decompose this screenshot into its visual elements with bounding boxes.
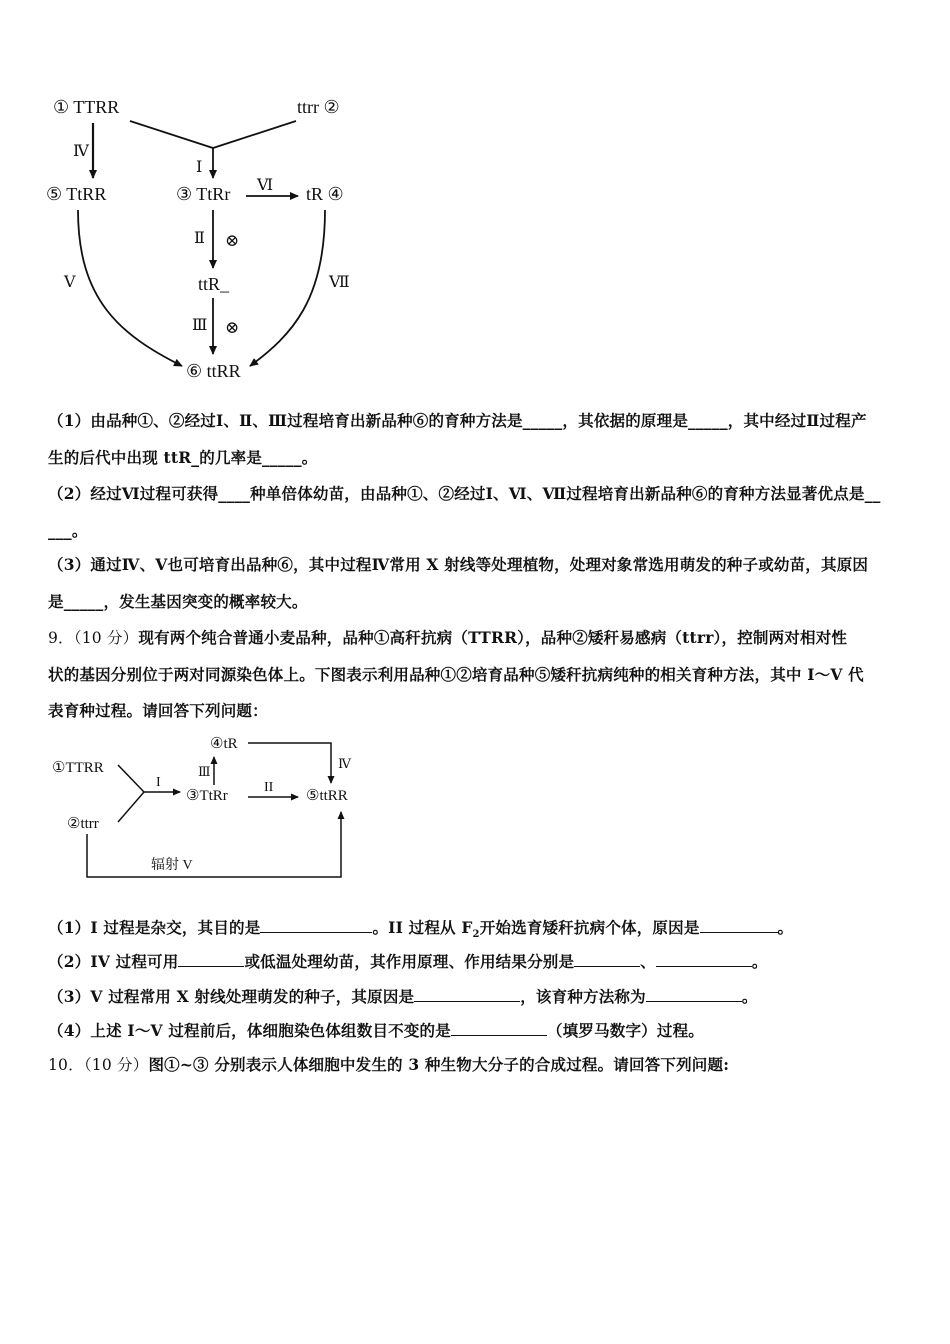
node-2: ttrr ② xyxy=(297,97,340,117)
node-1: ① TTRR xyxy=(53,97,120,117)
label-iv: Ⅳ xyxy=(338,756,351,771)
q9-sub-2-d: 。 xyxy=(751,952,768,971)
q9-sub-3 xyxy=(48,985,908,1007)
q10-line xyxy=(48,1053,908,1075)
q9-sub-2-c: 、 xyxy=(640,952,656,971)
q9-sub-4 xyxy=(48,1019,908,1041)
q9-sub-1-b: 。II 过程从 F xyxy=(372,918,473,937)
q8-line-3: （2）经过Ⅵ过程可获得____种单倍体幼苗，由品种①、②经过Ⅰ、Ⅵ、Ⅶ过程培育出新品种⑥的育种方法显著优点是__ xyxy=(48,484,881,503)
q8-line-4: ___。 xyxy=(48,521,88,540)
node-5: ⑤ttRR xyxy=(306,788,348,804)
node-3: ③ TtRr xyxy=(176,184,231,204)
label-v: 辐射 V xyxy=(151,858,193,873)
q9-sub-3-b: ，该育种方法称为 xyxy=(520,987,646,1006)
label-iii: Ⅲ xyxy=(192,317,208,334)
q8-line-6: 是_____，发生基因突变的概率较大。 xyxy=(48,592,308,611)
q9-sub-4-a: （4）上述 I～V 过程前后，体细胞染色体组数目不变的是 xyxy=(48,1021,451,1040)
label-i: Ⅰ xyxy=(196,159,203,176)
answer-blank[interactable] xyxy=(656,952,752,967)
q9-sub-2-a: （2）IV 过程可用 xyxy=(48,952,179,971)
q9-sub-3-a: （3）V 过程常用 X 射线处理萌发的种子，其原因是 xyxy=(48,987,415,1006)
q9-sub-1-c: 开始选育矮秆抗病个体，原因是 xyxy=(479,918,700,937)
q9-line-2: 状的基因分别位于两对同源染色体上。下图表示利用品种①②培育品种⑤矮秆抗病纯种的相关育种方法，其中 I～V 代 xyxy=(48,665,864,684)
q8-line-5: （3）通过Ⅳ、Ⅴ也可培育出品种⑥，其中过程Ⅳ常用 X 射线等处理植物，处理对象常选用萌发的种子或幼苗，其原因 xyxy=(48,555,869,574)
label-ii: II xyxy=(264,780,274,795)
node-2: ②ttrr xyxy=(67,816,99,832)
q8-line-1: （1）由品种①、②经过Ⅰ、Ⅱ、Ⅲ过程培育出新品种⑥的育种方法是_____，其依据的原理是_____，其中经过Ⅱ过程产 xyxy=(48,411,867,430)
label-iv: Ⅳ xyxy=(73,143,89,160)
selfing-icon: ⊗ xyxy=(225,318,240,337)
answer-blank[interactable] xyxy=(700,918,778,933)
q9-number: 9．（10 分） xyxy=(48,629,139,647)
arrow-v xyxy=(87,812,341,877)
arrow-iv xyxy=(248,743,331,783)
label-vi: Ⅵ xyxy=(257,177,274,194)
node-mid: ttR_ xyxy=(198,274,230,294)
label-i: I xyxy=(156,775,161,790)
answer-blank[interactable] xyxy=(178,952,244,967)
node-1: ①TTRR xyxy=(52,760,104,776)
q10-number: 10．（10 分） xyxy=(48,1056,149,1074)
q9-sub-1 xyxy=(48,916,908,940)
answer-blank[interactable] xyxy=(646,987,742,1002)
q9-sub-4-b: （填罗马数字）过程。 xyxy=(546,1021,704,1040)
q9-sub-1-subscript: 2 xyxy=(472,929,480,941)
q10-stem: 图①~③ 分别表示人体细胞中发生的 3 种生物大分子的合成过程。请回答下列问题: xyxy=(148,1055,730,1074)
q9-sub-3-c: 。 xyxy=(741,987,758,1006)
answer-blank[interactable] xyxy=(260,918,372,933)
node-4: tR ④ xyxy=(306,184,344,204)
node-3: ③TtRr xyxy=(186,788,228,804)
label-ii: Ⅱ xyxy=(194,230,205,247)
q9-sub-2 xyxy=(48,950,908,972)
node-5: ⑤ TtRR xyxy=(46,184,107,204)
label-iii: Ⅲ xyxy=(198,764,211,779)
answer-blank[interactable] xyxy=(414,987,520,1002)
q9-sub-1-a: （1）I 过程是杂交，其目的是 xyxy=(48,918,261,937)
q9-sub-1-d: 。 xyxy=(777,918,794,937)
q9-stem-1: 现有两个纯合普通小麦品种，品种①高秆抗病（TTRR），品种②矮秆易感病（ttrr），控制两对相对性 xyxy=(138,628,848,647)
node-6: ⑥ ttRR xyxy=(186,361,241,381)
q8-line-2: 生的后代中出现 ttR_的几率是_____。 xyxy=(48,448,318,467)
q9-sub-2-b: 或低温处理幼苗，其作用原理、作用结果分别是 xyxy=(244,952,575,971)
answer-blank[interactable] xyxy=(574,952,640,967)
answer-blank[interactable] xyxy=(451,1021,547,1036)
q9-line-3: 表育种过程。请回答下列问题： xyxy=(48,701,268,720)
selfing-icon: ⊗ xyxy=(225,231,240,250)
node-4: ④tR xyxy=(210,736,238,752)
label-vii: Ⅶ xyxy=(329,274,350,291)
label-v: Ⅴ xyxy=(64,274,76,291)
cross-lines xyxy=(118,765,144,822)
